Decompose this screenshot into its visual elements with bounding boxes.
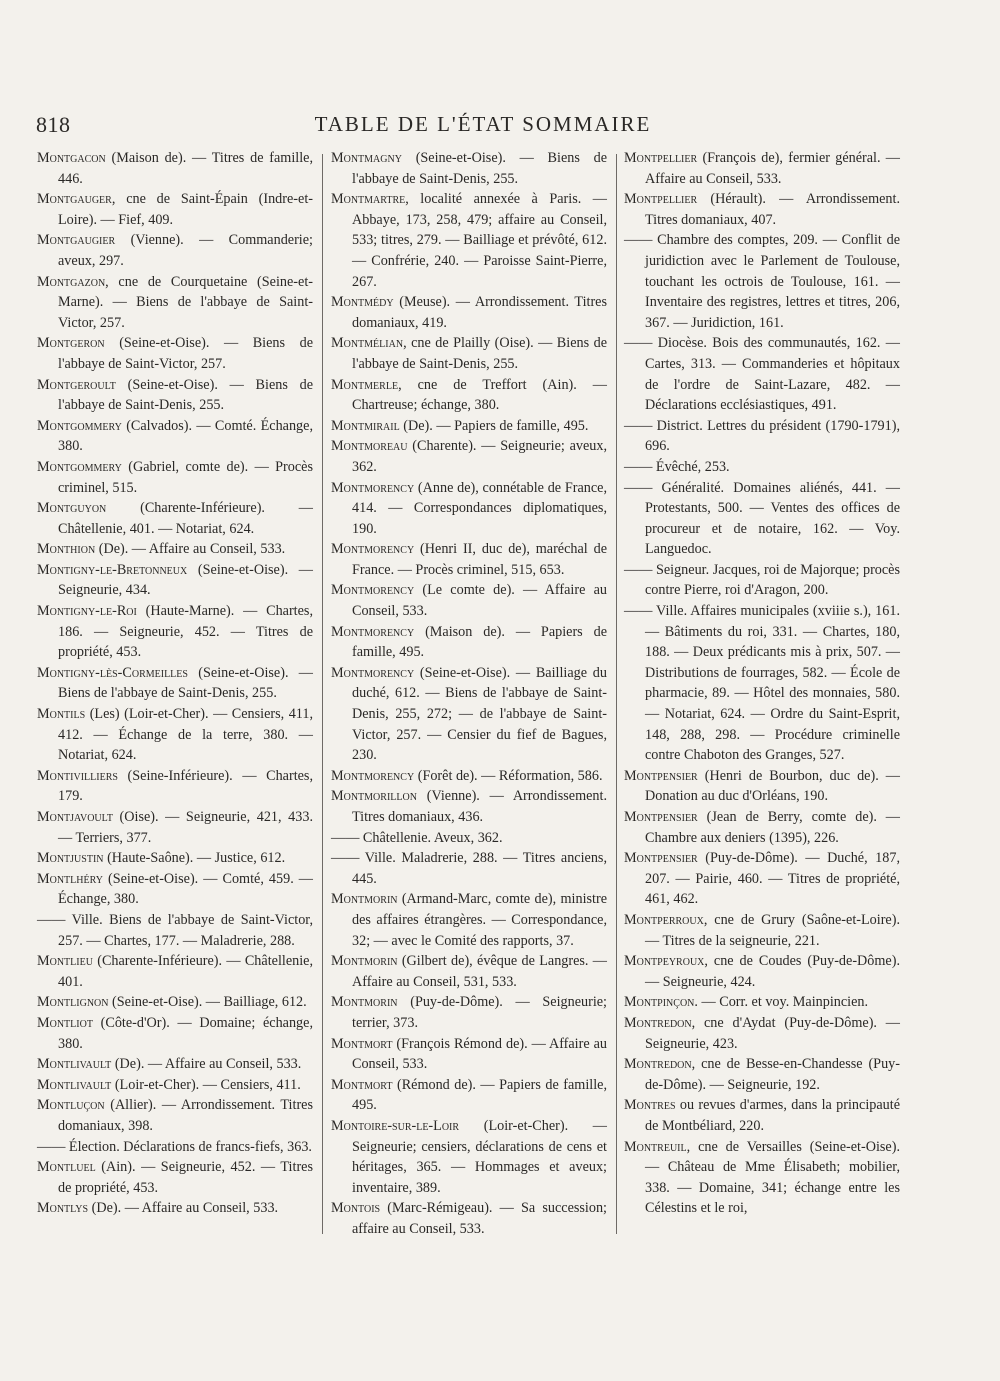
page-header xyxy=(36,112,930,142)
entry-text: (Gilbert de), évêque de Langres. — Affaire au Conseil, 531, 533. xyxy=(352,953,607,990)
index-entry xyxy=(331,951,607,992)
index-entry xyxy=(37,1075,313,1096)
entry-heading: Montmédy xyxy=(331,294,394,311)
index-entry xyxy=(331,292,607,333)
entry-heading: Montmorency xyxy=(331,541,415,558)
index-columns xyxy=(0,148,1000,1248)
entry-heading: Montpeyroux xyxy=(624,953,705,970)
entry-text: (De). — Affaire au Conseil, 533. xyxy=(111,1056,302,1073)
entry-text: , cne de Coudes (Puy-de-Dôme). — Seigneurie, 424. xyxy=(645,953,900,990)
entry-heading: Montlivault xyxy=(37,1076,112,1093)
entry-heading: Montliot xyxy=(37,1014,93,1031)
index-entry xyxy=(624,951,900,992)
index-entry xyxy=(624,1054,900,1095)
index-entry xyxy=(331,580,607,621)
entry-text: (Armand-Marc, comte de), ministre des affaires étrangères. — Correspondance, 32; — avec le Comité des rapports, 37. xyxy=(352,891,607,949)
index-column-3 xyxy=(624,148,900,1219)
index-entry xyxy=(37,560,313,601)
entry-text: (Seine-et-Oise). — Biens de l'abbaye de Saint-Denis, 255. xyxy=(352,150,607,187)
entry-heading: Montmort xyxy=(331,1035,393,1052)
index-entry xyxy=(624,807,900,848)
entry-text: , cne de Saint-Épain (Indre-et-Loire). — Fief, 409. xyxy=(58,191,313,228)
index-entry xyxy=(331,848,607,889)
index-entry xyxy=(37,807,313,848)
index-entry xyxy=(624,457,900,478)
index-entry xyxy=(331,436,607,477)
entry-text: (De). — Papiers de famille, 495. xyxy=(399,417,589,434)
entry-heading: Montlys xyxy=(37,1200,89,1217)
entry-text: (Charente-Inférieure). — Châtellenie, 401. xyxy=(58,953,313,990)
entry-text: Seigneur. Jacques, roi de Majorque; procès contre Pierre, roi d'Aragon, 200. xyxy=(645,561,900,599)
entry-text: (De). — Affaire au Conseil, 533. xyxy=(95,541,286,558)
entry-text: (Vienne). — Commanderie; aveux, 297. xyxy=(58,232,313,269)
index-entry xyxy=(37,457,313,498)
index-entry xyxy=(624,1137,900,1219)
entry-heading: —— xyxy=(624,232,653,249)
index-entry xyxy=(331,416,607,437)
entry-text: (Oise). — Seigneurie, 421, 433. — Terriers, 377. xyxy=(58,809,313,846)
entry-heading: Montgommery xyxy=(37,458,122,475)
index-entry xyxy=(624,1095,900,1136)
index-entry xyxy=(37,1198,313,1219)
index-entry xyxy=(37,1137,313,1158)
entry-text: . — Corr. et voy. Mainpincien. xyxy=(694,994,869,1011)
entry-text: (Hérault). — Arrondissement. Titres domaniaux, 407. xyxy=(645,191,900,228)
index-column-1 xyxy=(37,148,313,1219)
entry-text: , cne de Plailly (Oise). — Biens de l'abbaye de Saint-Denis, 255. xyxy=(352,335,607,372)
index-entry xyxy=(37,272,313,334)
entry-heading: Montpensier xyxy=(624,850,698,867)
entry-text: (Côte-d'Or). — Domaine; échange, 380. xyxy=(58,1014,313,1052)
entry-text: (Henri II, duc de), maréchal de France. — Procès criminel, 515, 653. xyxy=(352,541,607,578)
entry-heading: Montlhéry xyxy=(37,870,103,887)
entry-heading: Montpellier xyxy=(624,150,698,166)
index-entry xyxy=(331,622,607,663)
index-entry xyxy=(37,704,313,766)
entry-heading: Montpinçon xyxy=(624,994,695,1011)
entry-text: (Les) (Loir-et-Cher). — Censiers, 411, 412. — Échange de la terre, 380. — Notariat, 624. xyxy=(58,706,313,764)
entry-heading: Montredon xyxy=(624,1056,692,1073)
entry-heading: Montgeroult xyxy=(37,376,116,393)
entry-heading: Montredon xyxy=(624,1014,692,1031)
entry-heading: Montmerle xyxy=(331,376,399,393)
entry-text: (Maison de). — Papiers de famille, 495. xyxy=(352,623,607,661)
index-entry xyxy=(37,539,313,560)
entry-text: (Seine-Inférieure). — Chartes, 179. xyxy=(58,767,313,805)
entry-heading: Montgacon xyxy=(37,150,106,166)
entry-heading: —— xyxy=(624,479,653,496)
index-entry xyxy=(331,663,607,766)
entry-text: (Anne de), connétable de France, 414. — Correspondances diplomatiques, 190. xyxy=(352,479,607,537)
entry-text: (François Rémond de). — Affaire au Conseil, 533. xyxy=(352,1035,607,1073)
index-entry xyxy=(331,375,607,416)
index-entry xyxy=(331,1116,607,1198)
entry-text: Évêché, 253. xyxy=(652,458,730,475)
index-entry xyxy=(624,478,900,560)
index-entry xyxy=(331,148,607,189)
entry-text: (Seine-et-Oise). — Biens de l'abbaye de Saint-Victor, 257. xyxy=(58,335,313,372)
entry-text: Généralité. Domaines aliénés, 441. — Protestants, 500. — Ventes des offices de procureur et de notaire, 162. — Voy. Languedoc. xyxy=(645,479,900,558)
index-entry xyxy=(331,478,607,540)
entry-text: (Haute-Marne). — Chartes, 186. — Seigneurie, 452. — Titres de propriété, 453. xyxy=(58,603,313,661)
index-entry xyxy=(331,1075,607,1116)
index-entry xyxy=(37,1157,313,1198)
entry-text: (Allier). — Arrondissement. Titres domaniaux, 398. xyxy=(58,1097,313,1134)
entry-text: Ville. Affaires municipales (xviiie s.), 161. — Bâtiments du roi, 331. — Chartes, 180, 188. — Deux prédicants mis à prix, 507. — Distributions de fourrages, 582. — École de pharmacie, 89. — Hôtel des monnaies, 580. — Notariat, 624. — Ordre du Saint-Esprit, 148, 288, 298. — Procédure criminelle contre Chaboton des Granges, 527. xyxy=(645,603,900,764)
index-entry xyxy=(624,910,900,951)
entry-text: , localité annexée à Paris. — Abbaye, 173, 258, 479; affaire au Conseil, 533; titres, 279. — Bailliage et prévôté, 612. — Confrérie, 240. — Paroisse Saint-Pierre, 267. xyxy=(352,191,607,290)
entry-heading: Montmorency xyxy=(331,582,415,599)
entry-heading: Montgeron xyxy=(37,335,105,352)
entry-heading: Montpensier xyxy=(624,767,698,784)
entry-heading: Montlivault xyxy=(37,1056,112,1073)
entry-heading: Montmirail xyxy=(331,417,400,434)
entry-heading: —— xyxy=(624,417,653,434)
index-entry xyxy=(331,189,607,292)
entry-text: (Puy-de-Dôme). — Seigneurie; terrier, 373. xyxy=(352,994,607,1031)
index-entry xyxy=(624,848,900,910)
index-entry xyxy=(624,333,900,415)
index-entry xyxy=(331,992,607,1033)
index-entry xyxy=(37,1054,313,1075)
entry-text: ou revues d'armes, dans la principauté de Montbéliard, 220. xyxy=(645,1097,900,1134)
entry-heading: Montmagny xyxy=(331,150,402,166)
entry-heading: —— xyxy=(624,335,653,352)
entry-heading: Montgaugier xyxy=(37,232,116,249)
index-entry xyxy=(37,910,313,951)
entry-heading: —— xyxy=(331,850,360,867)
entry-heading: Montgommery xyxy=(37,417,122,434)
entry-text: (Seine-et-Oise). — Biens de l'abbaye de Saint-Denis, 255. xyxy=(58,376,313,414)
index-entry xyxy=(331,1034,607,1075)
index-entry xyxy=(37,766,313,807)
entry-heading: Montgauger xyxy=(37,191,112,208)
entry-heading: Montjavoult xyxy=(37,809,113,825)
entry-text: Élection. Déclarations de francs-fiefs, 363. xyxy=(65,1138,312,1155)
entry-text: (François de), fermier général. — Affaire au Conseil, 533. xyxy=(645,150,900,187)
entry-heading: Montjustin xyxy=(37,850,104,867)
entry-heading: Montguyon xyxy=(37,500,107,517)
entry-heading: Montils xyxy=(37,706,86,723)
index-entry xyxy=(624,1013,900,1054)
entry-text: (Jean de Berry, comte de). — Chambre aux deniers (1395), 226. xyxy=(645,809,900,846)
entry-text: (Loir-et-Cher). — Seigneurie; censiers, déclarations de cens et héritages, 365. — Hommages et aveux; inventaire, 389. xyxy=(352,1117,607,1196)
index-entry xyxy=(331,828,607,849)
entry-text: (Charente-Inférieure). — Châtellenie, 401. — Notariat, 624. xyxy=(58,500,313,537)
index-entry xyxy=(624,416,900,457)
entry-heading: Montlignon xyxy=(37,994,109,1011)
index-entry xyxy=(37,663,313,704)
index-entry xyxy=(331,889,607,951)
entry-text: (Ain). — Seigneurie, 452. — Titres de propriété, 453. xyxy=(58,1159,313,1196)
index-entry xyxy=(37,375,313,416)
entry-text: (Vienne). — Arrondissement. Titres domaniaux, 436. xyxy=(352,788,607,825)
entry-heading: Montois xyxy=(331,1200,381,1217)
entry-text: , cne de Courquetaine (Seine-et-Marne). — Biens de l'abbaye de Saint-Victor, 257. xyxy=(58,273,313,331)
entry-heading: Montmorillon xyxy=(331,788,417,805)
entry-heading: Montluel xyxy=(37,1159,96,1176)
index-entry xyxy=(624,560,900,601)
entry-heading: —— xyxy=(624,603,653,620)
index-entry xyxy=(331,539,607,580)
entry-text: (Marc-Rémigeau). — Sa succession; affaire au Conseil, 533. xyxy=(352,1200,607,1237)
entry-text: (Seine-et-Oise). — Comté, 459. — Échange, 380. xyxy=(58,870,313,908)
entry-text: , cne de Treffort (Ain). — Chartreuse; échange, 380. xyxy=(352,376,607,414)
entry-text: (Forêt de). — Réformation, 586. xyxy=(414,767,603,784)
index-entry xyxy=(37,148,313,189)
entry-text: , cne de Grury (Saône-et-Loire). — Titres de la seigneurie, 221. xyxy=(645,911,900,949)
entry-heading: —— xyxy=(624,561,653,578)
column-divider xyxy=(616,154,617,1234)
entry-text: Châtellenie. Aveux, 362. xyxy=(359,829,503,846)
index-entry xyxy=(624,766,900,807)
entry-heading: Montres xyxy=(624,1097,676,1114)
entry-text: (Calvados). — Comté. Échange, 380. xyxy=(58,417,313,455)
entry-text: (Maison de). — Titres de famille, 446. xyxy=(58,150,313,187)
entry-heading: Montigny-le-Roi xyxy=(37,603,137,620)
entry-text: (Loir-et-Cher). — Censiers, 411. xyxy=(111,1076,301,1093)
entry-heading: Montigny-lès-Cormeilles xyxy=(37,664,188,681)
entry-text: Chambre des comptes, 209. — Conflit de juridiction avec le Parlement de Toulouse, touchant les octrois de Toulouse, 161. — Inventaire des registres, lettres et titres, 206, 367. — Juridiction, 161. xyxy=(645,232,900,331)
entry-heading: Montmorin xyxy=(331,994,398,1011)
entry-text: District. Lettres du président (1790-1791), 696. xyxy=(645,417,900,455)
running-title: TABLE DE L'ÉTAT SOMMAIRE xyxy=(314,112,652,136)
entry-text: (Meuse). — Arrondissement. Titres domaniaux, 419. xyxy=(352,294,607,331)
entry-text: (Haute-Saône). — Justice, 612. xyxy=(103,850,286,867)
entry-heading: Montmartre xyxy=(331,191,406,208)
index-entry xyxy=(37,498,313,539)
entry-text: (Seine-et-Oise). — Bailliage du duché, 612. — Biens de l'abbaye de Saint-Denis, 255, 272; — de l'abbaye de Saint-Victor, 257. — Censier du fief de Bagues, 230. xyxy=(352,664,607,764)
index-entry xyxy=(624,992,900,1013)
entry-heading: Montgazon xyxy=(37,273,106,290)
index-entry xyxy=(37,416,313,457)
entry-text: , cne de Besse-en-Chandesse (Puy-de-Dôme). — Seigneurie, 192. xyxy=(645,1056,900,1093)
entry-heading: —— xyxy=(37,1138,66,1155)
entry-heading: Montmorency xyxy=(331,767,415,784)
entry-heading: Montmélian xyxy=(331,335,404,352)
entry-text: Ville. Biens de l'abbaye de Saint-Victor, 257. — Chartes, 177. — Maladrerie, 288. xyxy=(58,911,313,949)
entry-heading: Monthion xyxy=(37,541,96,558)
index-entry xyxy=(624,601,900,766)
entry-text: (De). — Affaire au Conseil, 533. xyxy=(88,1200,279,1217)
entry-text: (Charente). — Seigneurie; aveux, 362. xyxy=(352,438,607,475)
index-column-2 xyxy=(331,148,607,1239)
index-entry xyxy=(37,1013,313,1054)
entry-heading: Montluçon xyxy=(37,1097,105,1114)
entry-heading: Montmoreau xyxy=(331,438,408,455)
entry-text: , cne d'Aydat (Puy-de-Dôme). — Seigneurie, 423. xyxy=(645,1014,900,1052)
index-entry xyxy=(37,333,313,374)
index-entry xyxy=(37,189,313,230)
index-entry xyxy=(37,848,313,869)
entry-heading: Montmorency xyxy=(331,479,415,496)
entry-text: (Le comte de). — Affaire au Conseil, 533. xyxy=(352,582,607,620)
entry-text: (Henri de Bourbon, duc de). — Donation au duc d'Orléans, 190. xyxy=(645,767,900,805)
entry-text: (Seine-et-Oise). — Seigneurie, 434. xyxy=(58,561,313,599)
entry-text: Diocèse. Bois des communautés, 162. — Cartes, 313. — Commanderies et hôpitaux de l'ordre de Saint-Lazare, 482. — Déclarations ecclésiastiques, 491. xyxy=(645,335,900,414)
entry-text: (Seine-et-Oise). — Bailliage, 612. xyxy=(108,994,307,1011)
index-entry xyxy=(331,333,607,374)
entry-text: , cne de Versailles (Seine-et-Oise). — Château de Mme Élisabeth; mobilier, 338. — Domaine, 341; échange entre les Célestins et le roi, xyxy=(645,1138,900,1217)
index-entry xyxy=(37,1095,313,1136)
entry-heading: Montmorin xyxy=(331,953,398,970)
entry-heading: Montigny-le-Bretonneux xyxy=(37,561,188,578)
entry-heading: Montreuil xyxy=(624,1138,687,1155)
entry-heading: Montmort xyxy=(331,1076,393,1093)
index-entry xyxy=(331,766,607,787)
index-entry xyxy=(37,230,313,271)
entry-heading: —— xyxy=(37,911,66,928)
entry-heading: —— xyxy=(624,458,653,475)
entry-text: (Seine-et-Oise). — Biens de l'abbaye de Saint-Denis, 255. xyxy=(58,664,313,702)
index-entry xyxy=(37,992,313,1013)
column-divider xyxy=(322,154,323,1234)
entry-heading: Montperroux xyxy=(624,911,704,928)
index-entry xyxy=(331,1198,607,1239)
entry-text: Ville. Maladrerie, 288. — Titres anciens, 445. xyxy=(352,850,607,887)
entry-text: (Gabriel, comte de). — Procès criminel, 515. xyxy=(58,458,313,496)
entry-heading: Montmorency xyxy=(331,664,415,681)
index-entry xyxy=(331,786,607,827)
entry-heading: —— xyxy=(331,829,360,846)
entry-heading: Montlieu xyxy=(37,953,93,970)
entry-heading: Montoire-sur-le-Loir xyxy=(331,1117,460,1134)
index-entry xyxy=(37,601,313,663)
index-entry xyxy=(624,189,900,230)
index-entry xyxy=(37,869,313,910)
entry-text: (Puy-de-Dôme). — Duché, 187, 207. — Pairie, 460. — Titres de propriété, 461, 462. xyxy=(645,850,900,908)
index-entry xyxy=(37,951,313,992)
index-entry xyxy=(624,230,900,333)
entry-heading: Montmorin xyxy=(331,891,398,908)
index-entry xyxy=(624,148,900,189)
entry-heading: Montivilliers xyxy=(37,767,118,784)
entry-heading: Montpellier xyxy=(624,191,698,208)
page-number: 818 xyxy=(36,112,71,137)
entry-heading: Montmorency xyxy=(331,623,415,640)
entry-heading: Montpensier xyxy=(624,809,698,825)
entry-text: (Rémond de). — Papiers de famille, 495. xyxy=(352,1076,607,1114)
